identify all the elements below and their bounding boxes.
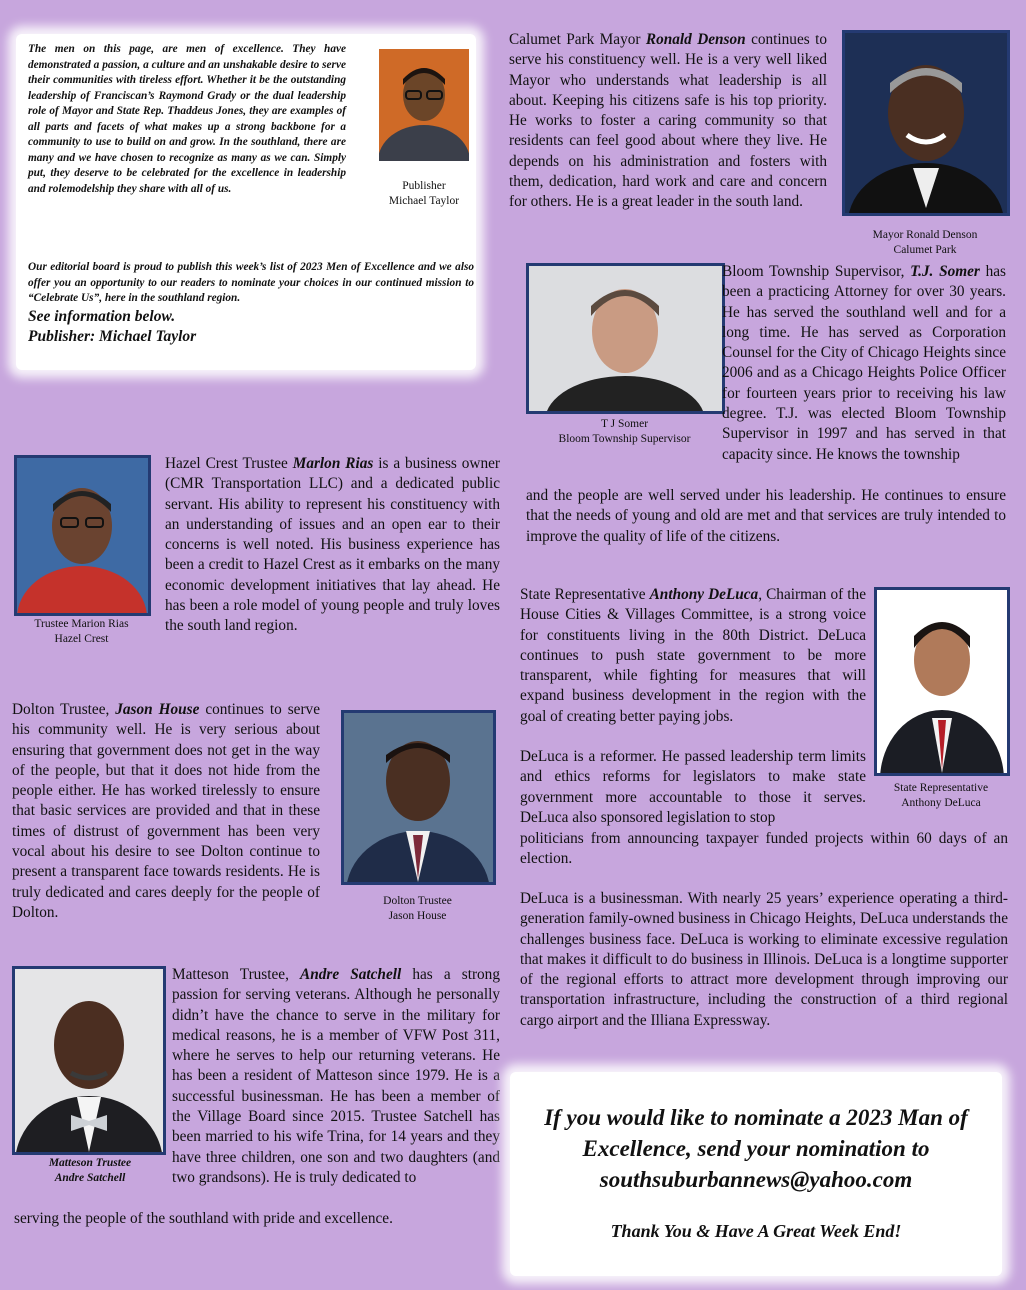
editorial-paragraph <box>28 260 474 347</box>
satchell-caption <box>12 1156 168 1186</box>
article-text: Dolton Trustee, <box>12 701 116 718</box>
caption-line: Mayor Ronald Denson <box>872 229 978 241</box>
person-name: Anthony DeLuca <box>649 586 759 603</box>
deluca-photo <box>874 587 1010 776</box>
somer-article <box>722 262 1006 465</box>
portrait-image <box>15 969 163 1152</box>
editorial-text: Our editorial board is proud to publish this week’s list of 2023 Men of Excellence and we also offer you an opportunity to our readers to nominate your choices in our continued mission to “Celebrate Us”, here in the southland region. <box>28 261 474 304</box>
caption-line: Dolton Trustee <box>383 895 452 907</box>
caption-line: Trustee Marion Rias <box>34 618 129 630</box>
article-text: , Chairman of the House Cities & Villages Committee, is a strong voice for constituents living in the 80th District. DeLuca continues to push state government to be more transparent, while fighting for measures that will expand business development in the region with the goal of creating better paying jobs. <box>520 586 866 725</box>
rias-article <box>165 454 500 637</box>
article-text: Bloom Township Supervisor, <box>722 263 911 280</box>
portrait-image <box>379 49 469 161</box>
intro-paragraph: The men on this page, are men of excellence. They have demonstrated a passion, a culture and an unshakable desire to serve their communities with tireless effort. Whether it be the outstanding leadership of Franciscan’s Raymond Grady or the dual leadership role of Mayor and State Rep. Thaddeus Jones, they are examples of all parts and facets of what makes up a strong backbone for a community to use to build on and grow. In the southland, there are many and we have chosen to recognize as many as we can. Simply put, they deserve to be celebrated for the excellence in leadership and rolemodelship they share with all of us. <box>28 43 346 195</box>
portrait-image <box>529 266 722 411</box>
article-text: has a strong passion for serving veterans. Although he personally didn’t have the chance to serve in the military for medical reasons, he is a member of VFW Post 311, where he serves to help our returning veterans. He has been a resident of Matteson since 1979. He is a successful businessman. He has been a member of the Village Board since 2015. Trustee Satchell has been married to his wife Trina, for 14 years and they have three children, one son and two daughters (and two grandsons). He is truly dedicated to <box>172 966 500 1186</box>
caption-line: Anthony DeLuca <box>901 797 981 809</box>
caption-line: Jason House <box>388 910 447 922</box>
person-name: Marlon Rias <box>292 455 374 472</box>
article-text: State Representative <box>520 586 650 603</box>
caption-line: Bloom Township Supervisor <box>558 433 691 445</box>
denson-article <box>509 30 827 213</box>
see-info-line: See information below. <box>28 307 176 325</box>
deluca-article <box>520 585 866 727</box>
person-name: Jason House <box>115 701 200 718</box>
intro-box <box>16 34 476 370</box>
satchell-article-continued: serving the people of the southland with pride and excellence. <box>14 1210 393 1227</box>
publisher-photo <box>379 49 469 161</box>
article-text: has been a practicing Attorney for over 30 years. He has served the southland well and for a long time. He has served as Corporation Counsel for the City of Chicago Heights since 2006 and as a Chicago Heights Police Officer for fourteen years prior to receiving his law degree. T.J. was elected Bloom Township Supervisor in 1997 and has served in that capacity since. He knows the township <box>722 263 1006 463</box>
house-caption <box>341 894 494 924</box>
deluca-article-p2-continued: politicians from announcing taxpayer funded projects within 60 days of an election. <box>520 830 1008 868</box>
portrait-image <box>17 458 148 613</box>
rias-caption <box>14 617 149 647</box>
caption-line: Matteson Trustee <box>48 1157 132 1169</box>
satchell-article <box>172 965 500 1188</box>
thanks-text: Thank You & Have A Great Week End! <box>610 1221 902 1241</box>
article-text: Matteson Trustee, <box>172 966 301 983</box>
denson-photo <box>842 30 1010 216</box>
house-photo <box>341 710 496 885</box>
caption-line: Michael Taylor <box>388 195 460 207</box>
denson-caption <box>842 228 1008 258</box>
caption-line: Andre Satchell <box>54 1172 126 1184</box>
portrait-image <box>877 590 1007 773</box>
somer-photo <box>526 263 725 414</box>
somer-article-continued: and the people are well served under his leadership. He continues to ensure that the needs of young and old are met and that services are truly intended to improve the quality of life of the citizens. <box>526 487 1006 545</box>
publisher-caption <box>364 179 484 209</box>
portrait-image <box>845 33 1007 213</box>
somer-caption <box>526 417 723 447</box>
person-name: T.J. Somer <box>910 263 980 280</box>
article-text: continues to serve his community well. He is very serious about ensuring that government does not get in the way of the people, but that it does not hide from the people either. He has worked tirelessly to ensure that basic services are provided and that in these times of distrust of government has been very vocal about his desire to see Dolton continue to present a transparent face towards residents. He is truly dedicated and cares deeply for the people of Dolton. <box>12 701 320 921</box>
article-text: continues to serve his constituency well. He is a very well liked Mayor who understands what leadership is all about. Keeping his citizens safe is his top priority. He works to foster a caring community so that residents can feel good about where they live. He depends on his administration and fosters with them, dedication, hard work and care and concern for others. He is a great leader in the south land. <box>509 31 827 211</box>
portrait-image <box>344 713 493 882</box>
article-text: Calumet Park Mayor <box>509 31 646 48</box>
publisher-line: Publisher: Michael Taylor <box>28 327 197 345</box>
caption-line: Hazel Crest <box>54 633 109 645</box>
nomination-box <box>510 1072 1002 1276</box>
deluca-article-p3: DeLuca is a businessman. With nearly 25 years’ experience operating a third-generation family-owned business in Chicago Heights, DeLuca understands the challenges business face. DeLuca is working to eliminate excessive regulation that makes it difficult to do business in Illinois. DeLuca is a longtime supporter of the regional efforts to attract more development through improving our transportation infrastructure, including the construction of a third regional cargo airport and the Illiana Expressway. <box>520 890 1008 1029</box>
caption-line: Calumet Park <box>893 244 957 256</box>
article-text: is a business owner (CMR Transportation LLC) and a dedicated public servant. His ability to represent his constituency with an understanding of issues and an open ear to their concerns is well noted. His business experience has been a credit to Hazel Crest as it embarks on the many economic development initiatives that lay ahead. He has been a role model of young people and truly loves the south land region. <box>165 455 500 635</box>
caption-line: T J Somer <box>600 418 649 430</box>
caption-line: State Representative <box>893 782 989 794</box>
rias-photo <box>14 455 151 616</box>
nomination-text: If you would like to nominate a 2023 Man of Excellence, send your nomination to southsuburbannews@yahoo.com <box>544 1105 968 1192</box>
house-article <box>12 700 320 923</box>
deluca-article-p2: DeLuca is a reformer. He passed leadership term limits and ethics reforms for legislators to make state government more accountable to those it serves. DeLuca also sponsored legislation to stop <box>520 748 866 826</box>
satchell-photo <box>12 966 166 1155</box>
caption-line: Publisher <box>402 180 446 192</box>
person-name: Ronald Denson <box>645 31 746 48</box>
person-name: Andre Satchell <box>300 966 402 983</box>
deluca-caption <box>874 781 1008 811</box>
article-text: Hazel Crest Trustee <box>165 455 293 472</box>
